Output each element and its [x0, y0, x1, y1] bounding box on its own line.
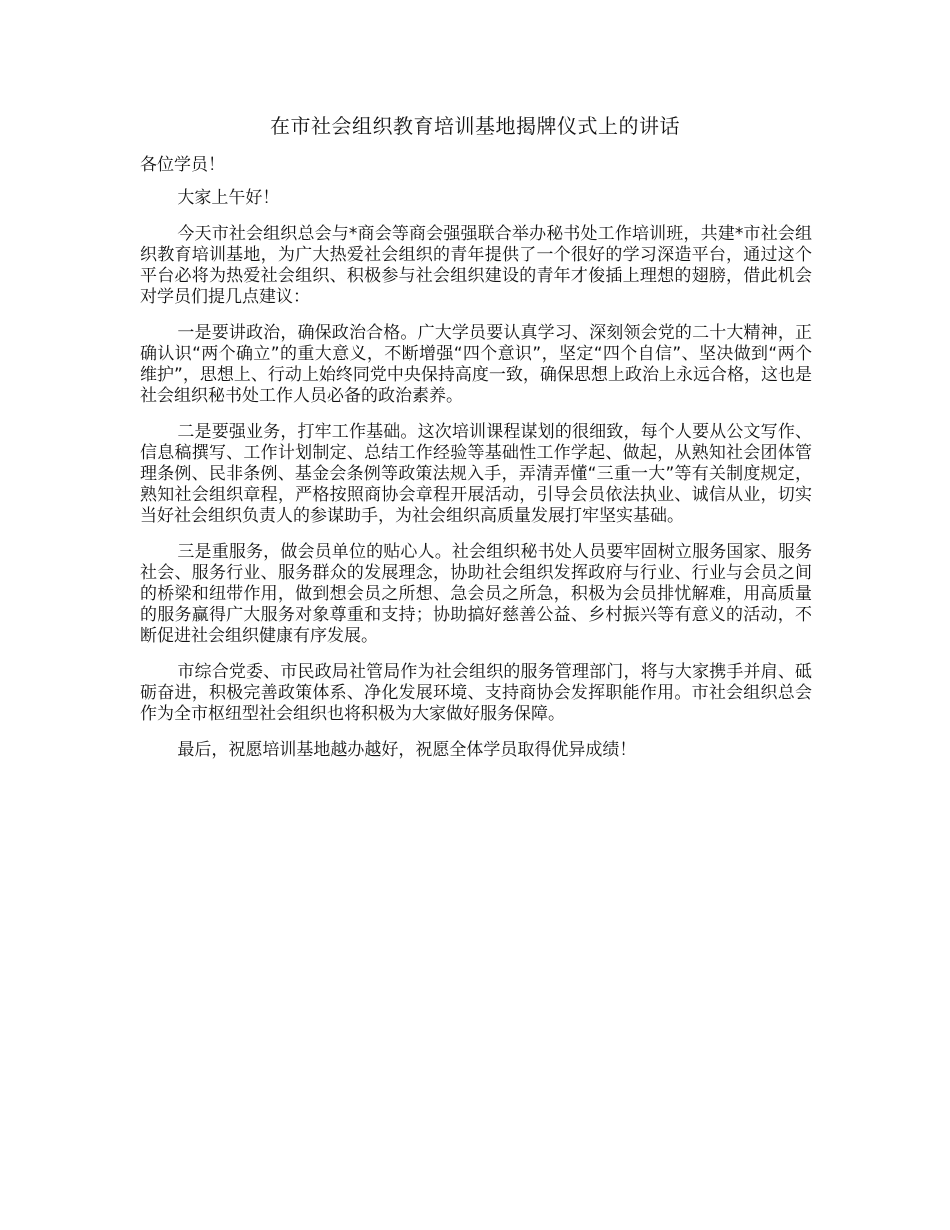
- paragraph-support: 市综合党委、市民政局社管局作为社会组织的服务管理部门，将与大家携手并肩、砥砺奋进，积极完善政策体系、净化发展环境、支持商协会发挥职能作用。市社会组织总会作为全市枢纽型社会组织也将积极为大家做好服务保障。: [140, 662, 812, 724]
- paragraph-politics: 一是要讲政治，确保政治合格。广大学员要认真学习、深刻领会党的二十大精神，正确认识“两个确立”的重大意义，不断增强“四个意识”，坚定“四个自信”、坚决做到“两个维护”，思想上、行动上始终同党中央保持高度一致，确保思想上政治上永远合格，这也是社会组织秘书处工作人员必备的政治素养。: [140, 323, 812, 406]
- paragraph-business: 二是要强业务，打牢工作基础。这次培训课程谋划的很细致，每个人要从公文写作、信息稿撰写、工作计划制定、总结工作经验等基础性工作学起、做起，从熟知社会团体管理条例、民非条例、基金会条例等政策法规入手，弄清弄懂“三重一大”等有关制度规定，熟知社会组织章程，严格按照商协会章程开展活动，引导会员依法执业、诚信从业，切实当好社会组织负责人的参谋助手，为社会组织高质量发展打牢坚实基础。: [140, 422, 812, 526]
- document-title: 在市社会组织教育培训基地揭牌仪式上的讲话: [270, 114, 680, 138]
- salutation: 各位学员！: [140, 155, 225, 175]
- paragraph-closing: 最后，祝愿培训基地越办越好，祝愿全体学员取得优异成绩！: [177, 740, 637, 760]
- document-body: [140, 155, 812, 776]
- greeting: 大家上午好！: [177, 188, 280, 208]
- paragraph-intro: 今天市社会组织总会与*商会等商会强强联合举办秘书处工作培训班，共建*市社会组织教育培训基地，为广大热爱社会组织的青年提供了一个很好的学习深造平台，通过这个平台必将为热爱社会组织、积极参与社会组织建设的青年才俊插上理想的翅膀，借此机会对学员们提几点建议：: [140, 224, 812, 307]
- paragraph-service: 三是重服务，做会员单位的贴心人。社会组织秘书处人员要牢固树立服务国家、服务社会、服务行业、服务群众的发展理念，协助社会组织发挥政府与行业、行业与会员之间的桥梁和纽带作用，做到想会员之所想、急会员之所急，积极为会员排忧解难，用高质量的服务赢得广大服务对象尊重和支持；协助搞好慈善公益、乡村振兴等有意义的活动，不断促进社会组织健康有序发展。: [140, 542, 812, 646]
